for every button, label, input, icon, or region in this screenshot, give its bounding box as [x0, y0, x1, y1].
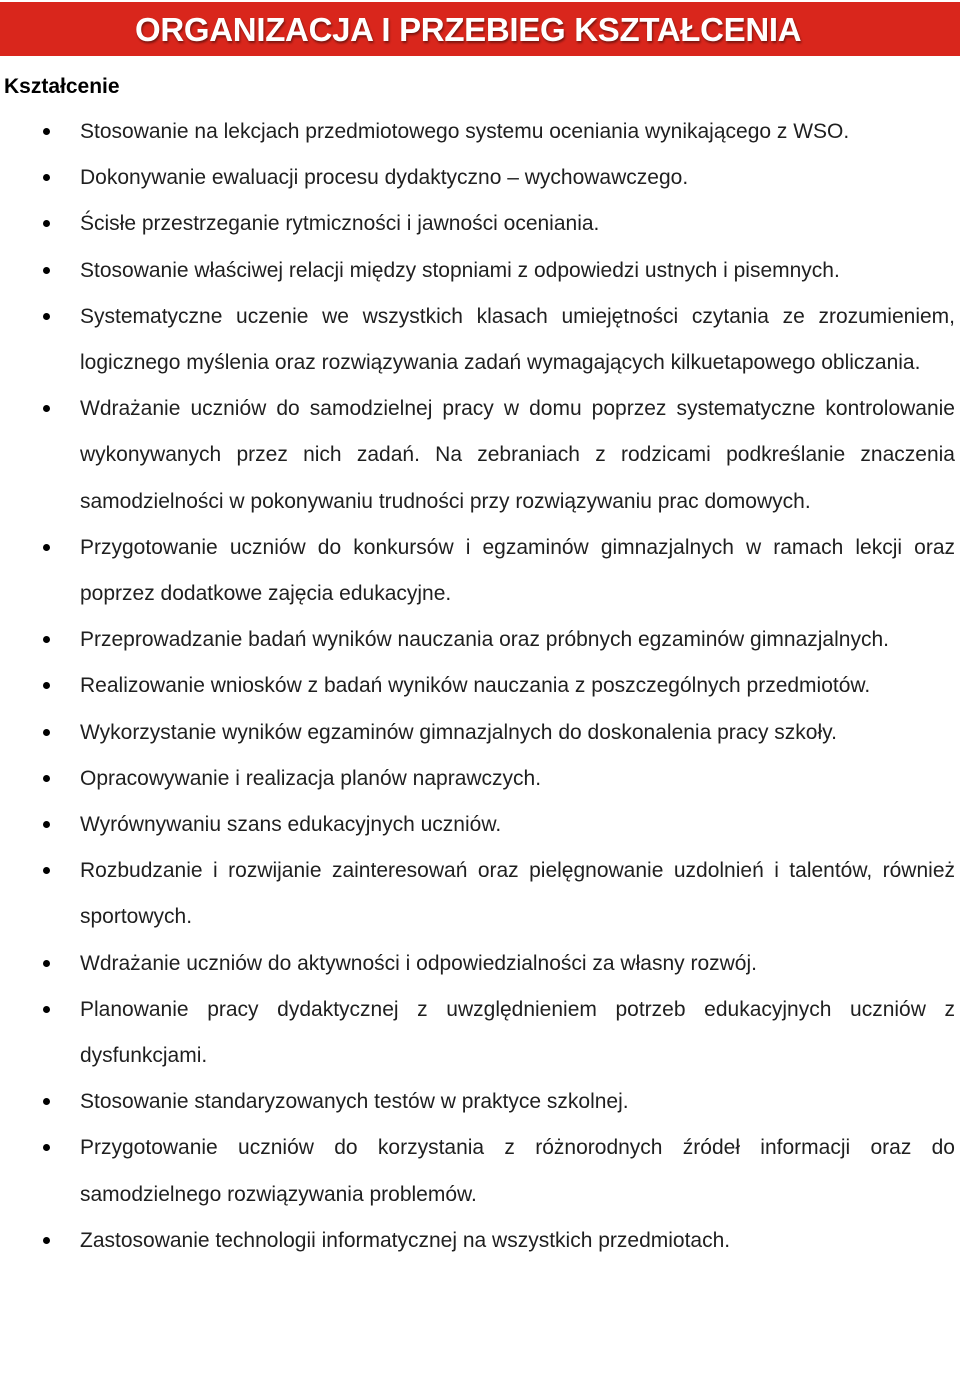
- bullet-icon: [43, 174, 50, 181]
- list-item: [0, 1125, 960, 1217]
- page-title: ORGANIZACJA I PRZEBIEG KSZTAŁCENIA: [135, 11, 802, 48]
- bullet-icon: [43, 1144, 50, 1151]
- list-item: [0, 525, 960, 617]
- list-item: [0, 109, 960, 155]
- list-item: [0, 941, 960, 987]
- list-item-text: Wdrażanie uczniów do samodzielnej pracy w domu poprzez systematyczne kontrolowanie wykonywanych przez nich zadań. Na zebraniach z rodzicami podkreślanie znaczenia samodzielności w pokonywaniu trudności przy rozwiązywaniu prac domowych.: [80, 397, 955, 513]
- list-item-text: Stosowanie właściwej relacji między stopniami z odpowiedzi ustnych i pisemnych.: [80, 258, 840, 282]
- list-item-text: Wykorzystanie wyników egzaminów gimnazjalnych do doskonalenia pracy szkoły.: [80, 720, 837, 744]
- list-item: [0, 756, 960, 802]
- section-heading: Kształcenie: [4, 75, 120, 98]
- bullet-icon: [43, 636, 50, 643]
- list-item-text: Opracowywanie i realizacja planów naprawczych.: [80, 766, 542, 790]
- list-item-text: Ścisłe przestrzeganie rytmiczności i jawności oceniania.: [80, 212, 600, 236]
- list-item: [0, 848, 960, 940]
- bullet-icon: [43, 220, 50, 227]
- bullet-icon: [43, 1006, 50, 1013]
- list-item-text: Stosowanie na lekcjach przedmiotowego systemu oceniania wynikającego z WSO.: [80, 120, 850, 143]
- bullet-icon: [43, 682, 50, 689]
- list-item: [0, 710, 960, 756]
- bullet-icon: [43, 405, 50, 412]
- list-item: [0, 248, 960, 294]
- list-item: [0, 802, 960, 848]
- list-item: [0, 1218, 960, 1264]
- list-item-text: Wdrażanie uczniów do aktywności i odpowiedzialności za własny rozwój.: [80, 951, 757, 975]
- list-item-text: Stosowanie standaryzowanych testów w praktyce szkolnej.: [80, 1090, 629, 1114]
- bullet-icon: [43, 267, 50, 274]
- bullet-list: [0, 109, 960, 1264]
- list-item-text: Przeprowadzanie badań wyników nauczania oraz próbnych egzaminów gimnazjalnych.: [80, 628, 889, 652]
- bullet-icon: [43, 544, 50, 551]
- bullet-icon: [43, 1098, 50, 1105]
- list-item: [0, 155, 960, 201]
- bullet-icon: [43, 1237, 50, 1244]
- list-item-text: Dokonywanie ewaluacji procesu dydaktyczno – wychowawczego.: [80, 166, 689, 190]
- list-item-text: Przygotowanie uczniów do konkursów i egzaminów gimnazjalnych w ramach lekcji oraz poprzez dodatkowe zajęcia edukacyjne.: [80, 535, 955, 606]
- title-bar: [0, 2, 960, 56]
- list-item: [0, 987, 960, 1079]
- list-item-text: Rozbudzanie i rozwijanie zainteresowań oraz pielęgnowanie uzdolnień i talentów, również sportowych.: [80, 859, 955, 929]
- list-item-text: Przygotowanie uczniów do korzystania z różnorodnych źródeł informacji oraz do samodzielnego rozwiązywania problemów.: [80, 1136, 955, 1206]
- list-item-text: Realizowanie wniosków z badań wyników nauczania z poszczególnych przedmiotów.: [80, 674, 871, 698]
- list-item: [0, 1079, 960, 1125]
- list-item-text: Systematyczne uczenie we wszystkich klasach umiejętności czytania ze zrozumieniem, logicznego myślenia oraz rozwiązywania zadań wymagających kilkuetapowego obliczania.: [80, 304, 955, 375]
- list-item: [0, 617, 960, 663]
- list-item: [0, 294, 960, 386]
- bullet-icon: [43, 960, 50, 967]
- list-item: [0, 386, 960, 525]
- bullet-icon: [43, 128, 50, 135]
- bullet-icon: [43, 775, 50, 782]
- list-item: [0, 663, 960, 709]
- list-item-text: Wyrównywaniu szans edukacyjnych uczniów.: [80, 813, 502, 837]
- bullet-icon: [43, 821, 50, 828]
- list-item: [0, 201, 960, 247]
- list-item-text: Zastosowanie technologii informatycznej na wszystkich przedmiotach.: [80, 1228, 731, 1252]
- bullet-icon: [43, 313, 50, 320]
- bullet-icon: [43, 729, 50, 736]
- bullet-icon: [43, 867, 50, 874]
- list-item-text: Planowanie pracy dydaktycznej z uwzględnieniem potrzeb edukacyjnych uczniów z dysfunkcjami.: [80, 997, 955, 1068]
